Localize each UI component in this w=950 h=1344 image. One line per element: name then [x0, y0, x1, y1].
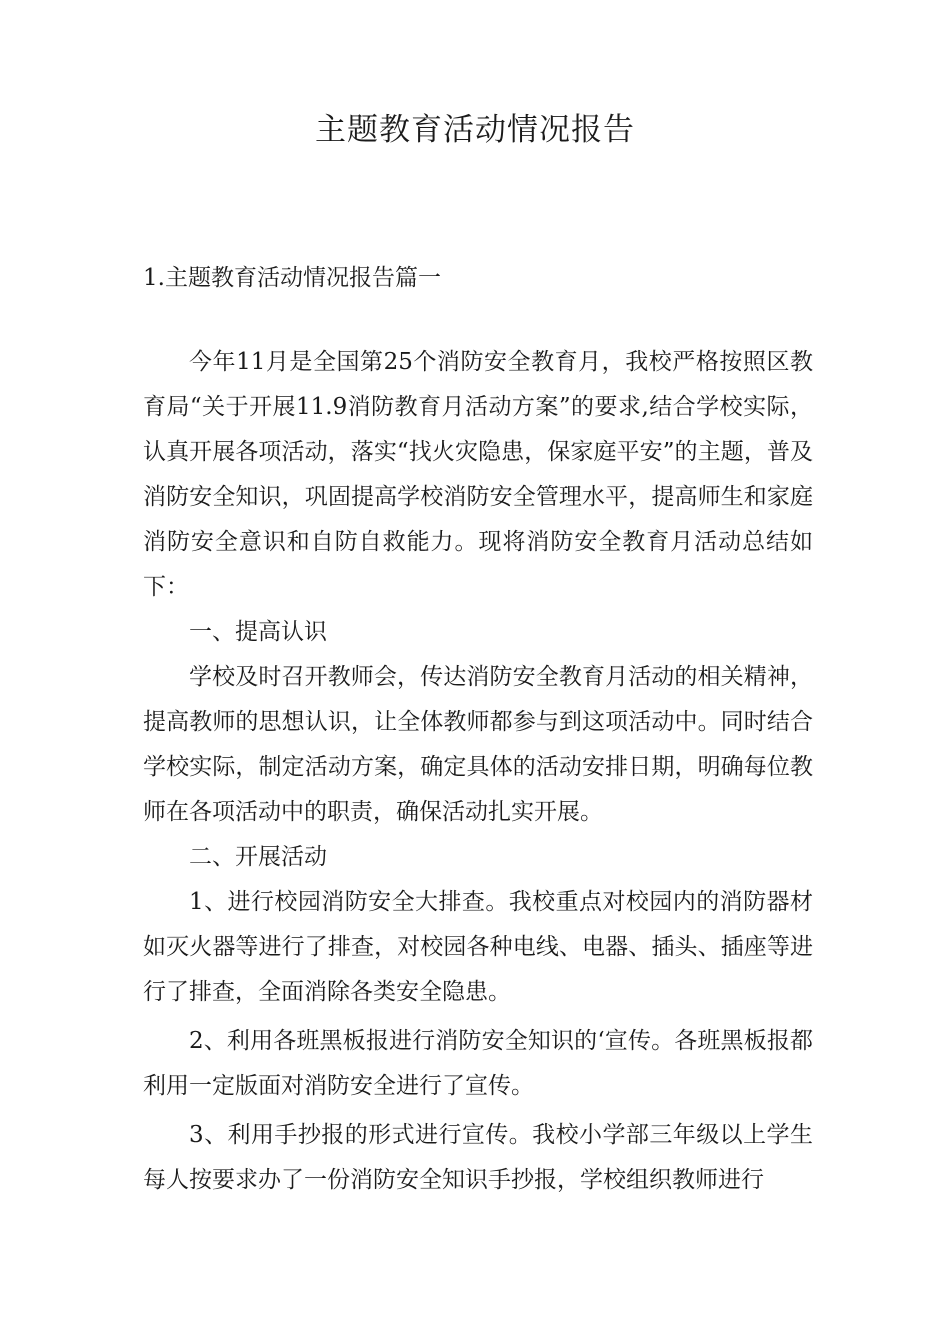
paragraph-activity-1: 1、进行校园消防安全大排查。我校重点对校园内的消防器材如灭火器等进行了排查，对校园各种电线、电器、插头、插座等进行了排查，全面消除各类安全隐患。: [143, 889, 813, 1005]
document-body: [143, 340, 813, 1203]
paragraph-raise-awareness: 学校及时召开教师会，传达消防安全教育月活动的相关精神，提高教师的思想认识，让全体教师都参与到这项活动中。同时结合学校实际，制定活动方案，确定具体的活动安排日期，明确每位教师在各项活动中的职责，确保活动扎实开展。: [143, 664, 813, 825]
paragraph-intro: 今年11月是全国第25个消防安全教育月，我校严格按照区教育局“关于开展11.9消防教育月活动方案”的要求,结合学校实际，认真开展各项活动，落实“找火灾隐患，保家庭平安”的主题，普及消防安全知识，巩固提高学校消防安全管理水平，提高师生和家庭消防安全意识和自防自救能力。现将消防安全教育月活动总结如下：: [143, 349, 813, 600]
paragraph-activity-3: 3、利用手抄报的形式进行宣传。我校小学部三年级以上学生每人按要求办了一份消防安全知识手抄报，学校组织教师进行: [143, 1122, 813, 1193]
section-heading: 1.主题教育活动情况报告篇一: [143, 265, 441, 291]
subheading-raise-awareness: 一、提高认识: [189, 619, 327, 645]
subheading-carry-out-activities: 二、开展活动: [189, 844, 327, 870]
document-title: 主题教育活动情况报告: [315, 112, 635, 148]
paragraph-activity-2: 2、利用各班黑板报进行消防安全知识的‘宣传。各班黑板报都利用一定版面对消防安全进行了宣传。: [143, 1028, 813, 1099]
